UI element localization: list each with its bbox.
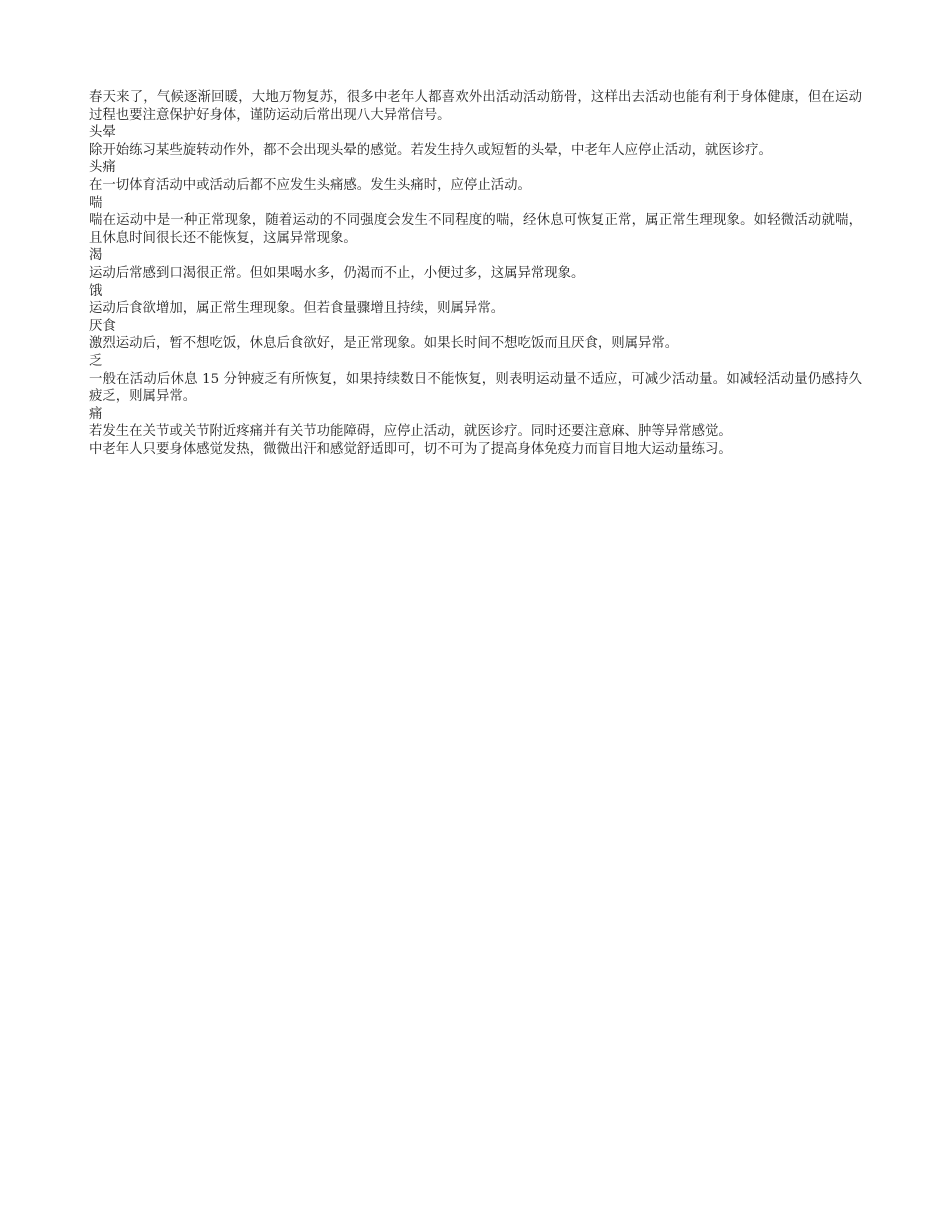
section-heading-breathless: 喘 xyxy=(89,195,103,211)
section-heading-anorexia: 厌食 xyxy=(89,318,116,334)
section-heading-hunger: 饿 xyxy=(89,283,103,299)
conclusion-paragraph: 中老年人只要身体感觉发热，微微出汗和感觉舒适即可，切不可为了提高身体免疫力而盲目地大运动量练习。 xyxy=(89,441,732,457)
section-body-thirst: 运动后常感到口渴很正常。但如果喝水多，仍渴而不止，小便过多，这属异常现象。 xyxy=(89,265,585,281)
section-heading-dizziness: 头晕 xyxy=(89,125,116,141)
intro-paragraph: 春天来了，气候逐渐回暖，大地万物复苏，很多中老年人都喜欢外出活动活动筋骨，这样出去活动也能有利于身体健康，但在运动过程也要注意保护好身体，谨防运动后常出现八大异常信号。 xyxy=(89,90,862,123)
section-heading-thirst: 渴 xyxy=(89,248,103,264)
section-body-dizziness: 除开始练习某些旋转动作外，都不会出现头晕的感觉。若发生持久或短暂的头晕，中老年人应停止活动，就医诊疗。 xyxy=(89,142,772,158)
article-body xyxy=(89,89,862,458)
section-body-fatigue: 一般在活动后休息 15 分钟疲乏有所恢复，如果持续数日不能恢复，则表明运动量不适应，可减少活动量。如减轻活动量仍感持久疲乏，则属异常。 xyxy=(89,371,862,405)
section-body-headache: 在一切体育活动中或活动后都不应发生头痛感。发生头痛时，应停止活动。 xyxy=(89,177,531,193)
section-heading-headache: 头痛 xyxy=(89,160,116,176)
section-body-hunger: 运动后食欲增加，属正常生理现象。但若食量骤增且持续，则属异常。 xyxy=(89,301,505,317)
section-body-breathless: 喘在运动中是一种正常现象，随着运动的不同强度会发生不同程度的喘，经休息可恢复正常，属正常生理现象。如轻微活动就喘，且休息时间很长还不能恢复，这属异常现象。 xyxy=(89,213,862,246)
section-body-pain: 若发生在关节或关节附近疼痛并有关节功能障碍，应停止活动，就医诊疗。同时还要注意麻、肿等异常感觉。 xyxy=(89,424,732,440)
section-body-anorexia: 激烈运动后，暂不想吃饭，休息后食欲好，是正常现象。如果长时间不想吃饭而且厌食，则属异常。 xyxy=(89,336,679,352)
section-heading-fatigue: 乏 xyxy=(89,353,103,369)
section-heading-pain: 痛 xyxy=(89,406,103,422)
